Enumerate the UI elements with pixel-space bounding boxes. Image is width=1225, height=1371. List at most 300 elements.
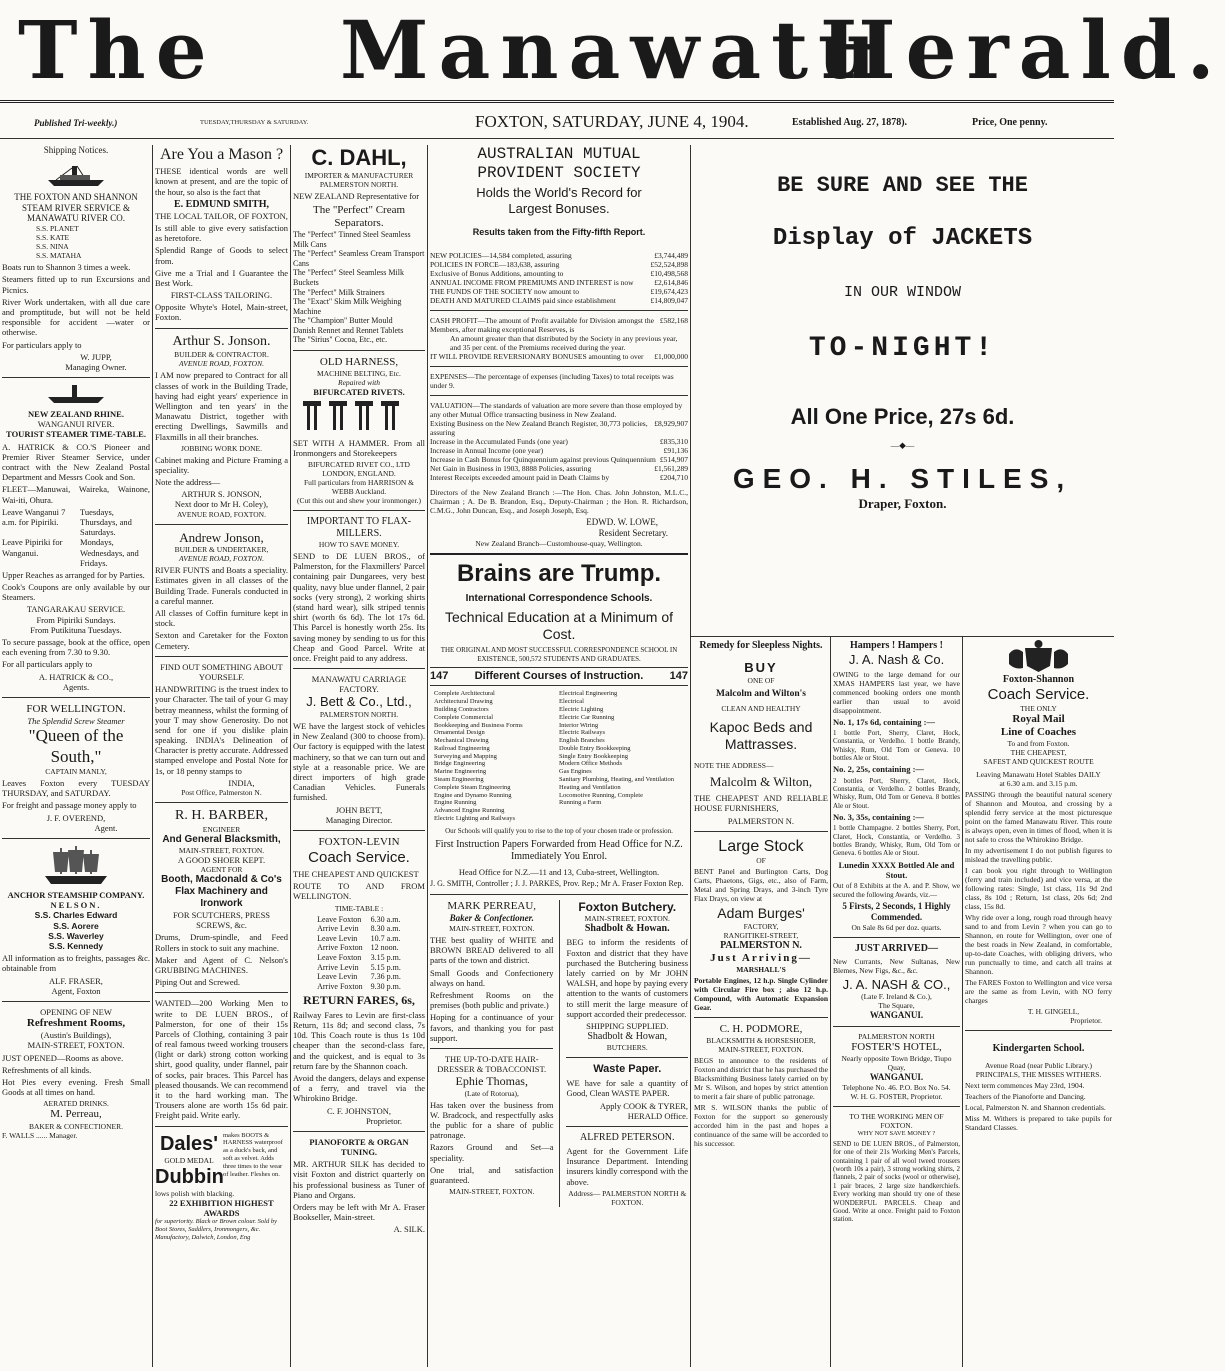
tang-signature-role: Agents. bbox=[62, 681, 90, 692]
ls-street: RANGITIKEI-STREET, bbox=[723, 930, 799, 940]
list-item: Complete Commercial bbox=[434, 713, 494, 721]
oh-sub: Repaired with bbox=[337, 378, 380, 388]
rem-product: Kapoc Beds and Mattrasses. bbox=[709, 718, 813, 752]
amp-title: AUSTRALIAN MUTUAL bbox=[477, 145, 641, 163]
col4-bottom-right bbox=[566, 900, 688, 1207]
barber-sub2: And General Blacksmith, bbox=[162, 833, 281, 845]
dahl-sub: IMPORTER & MANUFACTURER bbox=[304, 171, 414, 181]
fb-name: Shadbolt & Howan. bbox=[584, 923, 670, 935]
list-item: Electric Railways bbox=[559, 729, 606, 737]
table-row: CASH PROFIT—The amount of Profit available for Division amongst the Members, after making exceptional Reserves, is £582,168 bbox=[430, 316, 688, 335]
column-five-c bbox=[965, 640, 1112, 1134]
column-rule bbox=[427, 145, 428, 1367]
barber-para: Maker and Agent of C. Nelson's GRUBBING MACHINES. bbox=[155, 954, 288, 975]
anchor-ship: S.S. Aorere bbox=[53, 920, 99, 931]
rem-name2: Malcolm & Wilton, bbox=[709, 773, 813, 789]
dales-title2: Dubbin bbox=[155, 1165, 224, 1188]
ls-of: OF bbox=[756, 855, 766, 865]
ep-name: Ephie Thomas, bbox=[455, 1074, 528, 1089]
ajon-para: JOBBING WORK DONE. bbox=[181, 443, 262, 453]
list-item: Electric Lighting and Railways bbox=[434, 815, 516, 823]
bt-courses: Different Courses of Instruction. bbox=[474, 670, 644, 683]
ks-para: Avenue Road (near Public Library.) bbox=[984, 1061, 1093, 1071]
ep-title: THE UP-TO-DATE HAIR-DRESSER & TOBACCONIST. bbox=[437, 1053, 547, 1075]
amp-signature-role: Resident Secretary. bbox=[598, 528, 668, 539]
hp-para: OWING to the large demand for our XMAS HAMPERS last year, we have commenced booking orders one month earlier than usual to avoid disappointment. bbox=[833, 669, 960, 715]
oh-title: OLD HARNESS, bbox=[319, 356, 399, 369]
fsc-para: I can book you right through to Wellington (ferry and train included) and vice versa, at the following rates: Single, 1st class, 11s 9d 2nd class, 8s 10d ; Return, 1st class, 20s 6d; 2nd class, 15s 8d. bbox=[965, 866, 1112, 912]
bs-sub: Draper, Foxton. bbox=[858, 495, 947, 511]
barber-para: AGENT FOR bbox=[200, 865, 243, 874]
amp-expenses: EXPENSES—The percentage of expenses (including Taxes) to total receipts was under 9. bbox=[430, 372, 674, 391]
ja-name: J. A. NASH & CO., bbox=[842, 976, 951, 992]
fh-signature: W. H. G. FOSTER, Proprietor. bbox=[850, 1091, 943, 1101]
established-date: Established Aug. 27, 1878). bbox=[792, 117, 908, 128]
nz-para: Upper Reaches as arranged for by Parties. bbox=[2, 569, 145, 580]
fw-captain: CAPTAIN MANLY, bbox=[45, 767, 107, 777]
amp-directors: Directors of the New Zealand Branch :—The Hon. Chas. John Johnston, M.L.C., Chairman ; A. De B. Brandon, Esq., Deputy-Chairman ; the Hon. R. Richardson, C.M.G., John Duncan, Esq., and Joseph Joseph, Esq. bbox=[430, 488, 688, 516]
masthead-herald: Herald. bbox=[820, 3, 1225, 97]
amp-cash-note: An amount greater than that distributed by the Society in any previous year, and 35 per cent. of the Premiums received during the year. bbox=[450, 334, 678, 353]
mp-title: MARK PERREAU, bbox=[447, 900, 537, 913]
flax-para: SEND to DE LUEN BROS., of Palmerston, for the Flaxmillers' Parcel containing pair Dungarees, very best quality, navy blue under flannel, 2 pair socks (very strong), 2 working shirts (stand hard wear), silk striped tennis shirt (worth 6s 6d). The lot 17s 6d. This Parcel is honestly worth 25s. Its saving money by sending to us for this Cheap and Good Parcel. Write at once. Freight paid to any address. bbox=[293, 551, 425, 663]
hp-awards: 5 Firsts, 2 Seconds, 1 Highly Commended. bbox=[842, 901, 951, 922]
andj-addr: AVENUE ROAD, FOXTON. bbox=[179, 554, 264, 564]
ref-title: Refreshment Rooms, bbox=[26, 1017, 126, 1030]
table-row: Arrive Foxton 9.30 p.m. bbox=[317, 981, 401, 991]
column-shipping bbox=[2, 145, 150, 1140]
find-para: HANDWRITING is the truest index to your Character. The tail of your G may betray meanness, whilst the forming of your T may show Generosity. Do not send for one if you dislike plain speaking. INDIA's Delineation of Character is pretty accurate. Addressed stamped envelope and Postal Note for 1s, or 18 penny stamps to bbox=[155, 684, 288, 776]
table-row: POLICIES IN FORCE—183,638, assuring £52,524,898 bbox=[430, 260, 688, 270]
oh-sub: BIFURCATED RIVETS. bbox=[313, 387, 405, 398]
amp-valuation: VALUATION—The standards of valuation are more severe than those employed by any other Mutual Office transacting business in New Zealand. bbox=[430, 401, 683, 420]
list-item: Single Entry Bookkeeping bbox=[559, 752, 628, 760]
list-item: Complete Steam Engineering bbox=[434, 783, 511, 791]
dales-para: lows polish with blacking. bbox=[155, 1188, 235, 1198]
hp-no1-text: 1 bottle Port, Sherry, Claret, Hock, Constantia, or Verdelho. 1 bottle Brandy, Whisky, Rum, Old Tom or Geneva. 10 bottles Ale or Stout. bbox=[833, 728, 960, 762]
column-three bbox=[293, 145, 425, 1235]
list-item: Interior Wiring bbox=[559, 721, 599, 729]
amp-results: Results taken from the Fifty-fifth Report. bbox=[472, 226, 646, 237]
col4-bottom bbox=[430, 900, 688, 1207]
andj-para: All classes of Coffin furniture kept in stock. bbox=[155, 608, 288, 629]
issue-date: FOXTON, SATURDAY, JUNE 4, 1904. bbox=[475, 112, 749, 131]
rem-buy: BUY bbox=[744, 660, 778, 675]
column-two bbox=[155, 145, 288, 1241]
masthead-manawatu: Manawatu bbox=[340, 3, 887, 97]
anchor-para: All information as to freights, passages &c. obtainable from bbox=[2, 953, 150, 974]
mason-name: E. EDMUND SMITH, bbox=[173, 198, 269, 210]
list-item: Building Contractors bbox=[434, 705, 489, 713]
dateline-rule bbox=[0, 138, 1114, 139]
column-five-a bbox=[694, 640, 828, 1150]
cp-title: C. H. PODMORE, bbox=[719, 1022, 803, 1035]
column-rule bbox=[290, 145, 291, 1367]
boat-name: S.S. NINA bbox=[36, 242, 69, 252]
col4-bottom-rule bbox=[559, 900, 560, 1207]
ja-wanganui: WANGANUI. bbox=[869, 1010, 924, 1021]
ref-open: OPENING OF NEW bbox=[40, 1006, 112, 1017]
rem-para: THE CHEAPEST AND RELIABLE HOUSE FURNISHERS, bbox=[694, 793, 828, 814]
pf-signature: A. SILK. bbox=[393, 1224, 425, 1235]
ks-title: Kindergarten School. bbox=[992, 1043, 1085, 1055]
barber-title: R. H. BARBER, bbox=[175, 808, 268, 824]
ls-arriving: Just Arriving— bbox=[710, 951, 812, 964]
table-row: Net Gain in Business in 1903, 8888 Policies, assuring £1,561,289 bbox=[430, 464, 688, 474]
anchor-ship: S.S. Kennedy bbox=[48, 940, 104, 951]
list-item: Electric Lighting bbox=[559, 705, 604, 713]
oh-sub: MACHINE BELTING, Etc. bbox=[317, 369, 401, 379]
fsc-to: To and from Foxton. bbox=[1007, 739, 1070, 749]
ep-para: Has taken over the business from W. Bradcock, and respectfully asks the public for a share of public patronage. bbox=[430, 1099, 554, 1141]
dales-gold: GOLD MEDAL bbox=[164, 1155, 214, 1165]
list-item: Railroad Engineering bbox=[434, 744, 490, 752]
amp-title: PROVIDENT SOCIETY bbox=[477, 164, 641, 183]
rem-title: Remedy for Sleepless Nights. bbox=[699, 640, 823, 651]
table-row: Arrive Foxton 12 noon. bbox=[317, 943, 399, 953]
rem-clean: CLEAN AND HEALTHY bbox=[721, 703, 801, 713]
ls-factory: FACTORY, bbox=[743, 921, 779, 931]
col4-bottom-left bbox=[430, 900, 553, 1207]
barber-para: Drums, Drum-spindle, and Feed Rollers in stock to suit any machine. bbox=[155, 932, 288, 953]
mason-sub: THE LOCAL TAILOR, OF FOXTON, bbox=[155, 210, 288, 221]
fsc-para: Why ride over a long, rough road through heavy sand to and from Levin ? when you can go to Shannon, en route for Wellington, over one of the best roads in New Zealand, in comfortable, up-to-date Coaches, with obliging drivers, who run punctually to time, and catch all trains at Shannon. bbox=[965, 913, 1112, 977]
nz-para: A. HATRICK & CO.'S Pioneer and Premier River Steamer Service, under contract with the New Zealand Postal Department and Messrs Cook and Son. bbox=[2, 441, 150, 483]
ajon-para: ARTHUR S. JONSON, bbox=[181, 489, 262, 500]
boat-name: S.S. PLANET bbox=[36, 224, 79, 234]
fsc-only: THE ONLY bbox=[1020, 704, 1057, 713]
ja-title: JUST ARRIVED— bbox=[855, 942, 938, 954]
oh-para: SET WITH A HAMMER. From all Ironmongers and Storekeepers bbox=[293, 437, 425, 458]
ref-sub: (Austin's Buildings), bbox=[40, 1030, 112, 1041]
bt-list bbox=[559, 690, 684, 823]
hp-no3: No. 3, 35s, containing :— bbox=[833, 812, 924, 823]
tw-sub: WHY NOT SAVE MONEY ? bbox=[857, 1129, 936, 1137]
list-item: Advanced Engine Running bbox=[434, 807, 505, 815]
table-row: Leave Foxton 6.30 a.m. bbox=[317, 914, 401, 924]
list-item: Bridge Engineering bbox=[434, 760, 486, 768]
bs-name: GEO. H. STILES, bbox=[732, 463, 1073, 495]
table-row: Existing Business on the New Zealand Branch Register, 30,773 policies, assuring £8,929,907 bbox=[430, 419, 688, 438]
table-row: Exclusive of Bonus Additions, amounting to £10,498,568 bbox=[430, 269, 688, 279]
list-item: Double Entry Bookkeeping bbox=[559, 744, 631, 752]
ajon-para: Next door to Mr H. Coley), bbox=[174, 499, 269, 510]
royal-coat-of-arms-icon bbox=[965, 640, 1112, 674]
anchor-sub: NELSON. bbox=[50, 900, 102, 911]
ja-square: The Square, bbox=[878, 1001, 915, 1011]
bt-para: Our Schools will qualify you to rise to the top of your chosen trade or profession. bbox=[445, 826, 673, 835]
mason-para: FIRST-CLASS TAILORING. bbox=[170, 290, 273, 301]
fb-addr: MAIN-STREET, FOXTON. bbox=[584, 914, 670, 924]
pf-title: PIANOFORTE & ORGAN TUNING. bbox=[309, 1136, 409, 1158]
list-item: Gas Engines bbox=[559, 768, 592, 776]
list-item: Surveying and Mapping bbox=[434, 752, 497, 760]
bt-para: J. G. SMITH, Controller ; J. J. PARKES, Prov. Rep.; Mr A. Fraser Foxton Rep. bbox=[430, 879, 684, 889]
cp-addr: MAIN-STREET, FOXTON. bbox=[718, 1045, 804, 1055]
published-frequency: Published Tri-weekly.) bbox=[34, 118, 118, 128]
anchor-ship: S.S. Waverley bbox=[48, 930, 104, 941]
ls-name: Adam Burges' bbox=[717, 904, 805, 921]
column-rule bbox=[962, 636, 963, 1367]
table-row: Increase in Annual Income (one year) £91,136 bbox=[430, 446, 688, 456]
mcf-signature: JOHN BETT, bbox=[335, 804, 383, 815]
masthead bbox=[0, 0, 1225, 100]
bt-sub: International Correspondence Schools. bbox=[465, 592, 653, 604]
tang-para: For all particulars apply to bbox=[2, 659, 93, 670]
dahl-item: The "Perfect" Steel Seamless Milk Buckets bbox=[293, 268, 404, 287]
flc-title2: Coach Service. bbox=[308, 849, 410, 867]
bt-number: 147 bbox=[430, 670, 449, 683]
ap-title: ALFRED PETERSON. bbox=[580, 1132, 675, 1144]
table-row: THE FUNDS OF THE SOCIETY now amount to £19,674,423 bbox=[430, 287, 688, 297]
list-item: Running a Farm bbox=[559, 799, 602, 807]
mcf-signature-role: Managing Director. bbox=[325, 814, 393, 825]
fsc-para: The FARES Foxton to Wellington and vice versa are the same as from Levin, with NO ferry charges bbox=[965, 978, 1112, 1006]
dales-logo bbox=[155, 1132, 223, 1189]
oh-para: BIFURCATED RIVET CO., LTD bbox=[308, 460, 410, 470]
barber-addr: MAIN-STREET, FOXTON. bbox=[178, 845, 265, 855]
table-row: Increase in Cash Bonus for Quinquennium against previous Quinquennium £514,907 bbox=[430, 455, 688, 465]
find-signature: INDIA, bbox=[228, 777, 255, 788]
rem-addr: PALMERSTON N. bbox=[727, 815, 795, 826]
ret-para: Avoid the dangers, delays and expense of a ferry, and travel via the Whirokino Bridge. bbox=[293, 1072, 425, 1104]
dales-awards: 22 EXHIBITION HIGHEST AWARDS bbox=[169, 1197, 274, 1218]
fh-telephone: Telephone No. 46. P.O. Box No. 54. bbox=[842, 1082, 951, 1092]
fs-para: For particulars apply to bbox=[2, 339, 82, 350]
nz-title: NEW ZEALAND RHINE. bbox=[28, 409, 124, 420]
fw-para: For freight and passage money apply to bbox=[2, 800, 137, 811]
list-item: Engine Running bbox=[434, 799, 477, 807]
flc-para: THE CHEAPEST AND QUICKEST bbox=[293, 869, 419, 880]
dahl-title: C. DAHL, bbox=[311, 145, 407, 170]
table-row: Leave Levin 7.36 p.m. bbox=[317, 972, 401, 982]
dahl-para: The "Perfect" Cream Separators. bbox=[312, 203, 406, 229]
amp-branch: New Zealand Branch—Customhouse-quay, Wellington. bbox=[475, 538, 643, 548]
ajon-para: AVENUE ROAD, FOXTON. bbox=[177, 509, 266, 519]
andj-title: Andrew Jonson, bbox=[179, 529, 264, 545]
fsc-title: Foxton-Shannon bbox=[1002, 674, 1075, 685]
ret-signature-role: Proprietor. bbox=[365, 1115, 403, 1126]
hp-no1: No. 1, 17s 6d, containing :— bbox=[833, 716, 936, 727]
column-five-b bbox=[833, 640, 960, 1226]
fsc-signature-role: Proprietor. bbox=[1070, 1016, 1102, 1026]
wp-para: WE have for sale a quantity of Good, Clean WASTE PAPER. bbox=[566, 1078, 688, 1099]
hp-name: J. A. Nash & Co. bbox=[848, 652, 945, 667]
ls-addr: PALMERSTON N. bbox=[720, 939, 802, 951]
barber-para: Booth, Macdonald & Co's bbox=[161, 874, 282, 885]
dahl-items bbox=[293, 230, 425, 345]
fsc-para: In my advertisement I do not publish figures to mislead the travelling public. bbox=[965, 846, 1112, 865]
bs-divider: —◆— bbox=[890, 440, 915, 451]
table-row: NEW POLICIES—14,584 completed, assuring £3,744,489 bbox=[430, 251, 688, 261]
tang-line: From Pipiriki Sundays. bbox=[36, 614, 116, 625]
bt-para: First Instruction Papers Forwarded from Head Office for N.Z. Immediately You Enrol. bbox=[435, 839, 683, 863]
flax-title: IMPORTANT TO FLAX-MILLERS. bbox=[306, 516, 412, 540]
bs-title4: TO-NIGHT! bbox=[808, 333, 997, 365]
ks-para: PRINCIPALS, THE MISSES WITHERS. bbox=[975, 1070, 1102, 1080]
boat-name: S.S. KATE bbox=[36, 233, 70, 243]
mp-para: THE best quality of WHITE and BROWN BREAD delivered to all parts of the town and district. bbox=[430, 935, 554, 966]
dahl-item: The "Exact" Skim Milk Weighing Machine bbox=[293, 297, 402, 316]
fw-ship: "Queen of the South," bbox=[28, 726, 124, 766]
bt-para: Head Office for N.Z.—11 and 13, Cuba-street, Wellington. bbox=[458, 867, 660, 878]
fh-para: PALMERSTON NORTH bbox=[858, 1031, 935, 1041]
cp-sub: BLACKSMITH & HORSESHOER, bbox=[706, 1036, 816, 1046]
ls-para: BENT Panel and Burlington Carts, Dog Carts, Phaetons, Gigs, etc., also of Farm, Metal and Spring Drays, and 3-inch Tyre Flax Drays, on view at bbox=[694, 866, 828, 903]
fh-wanganui: WANGANUI. bbox=[869, 1072, 924, 1083]
rivets-icon bbox=[293, 397, 425, 433]
ajon-para: I AM now prepared to Contract for all classes of work in the Building Trade, having had eight years' experience in Wellington and ten years' in the Manawatu District, together with erecting Dwellings, Sawmills and Flaxmills in all their branches. bbox=[155, 370, 288, 442]
ajon-para: Note the address— bbox=[155, 477, 221, 488]
tang-title: TANGARAKAU SERVICE. bbox=[26, 604, 126, 615]
price: Price, One penny. bbox=[972, 117, 1048, 128]
fsc-title2: Coach Service. bbox=[987, 686, 1090, 703]
ret-title: RETURN FARES, 6s, bbox=[303, 993, 415, 1008]
ref-manager: F. WALLS ...... Manager. bbox=[2, 1130, 78, 1140]
nz-sub: WANGANUI RIVER. bbox=[37, 419, 115, 430]
bs-price: All One Price, 27s 6d. bbox=[790, 403, 1015, 429]
mcf-para: WE have the largest stock of vehicles in New Zealand (300 to choose from). Our factory is equipped with the latest machinery, so that we can turn out and style at a reasonable price. We are direct importers of high grade Canadian Vehicles. Funerals furnished. bbox=[293, 721, 425, 803]
ajon-sub: BUILDER & CONTRACTOR. bbox=[174, 350, 269, 360]
table-row: ANNUAL INCOME FROM PREMIUMS AND INTEREST is now £2,614,846 bbox=[430, 278, 688, 288]
column-rule bbox=[830, 636, 831, 1367]
bt-course-lists bbox=[430, 690, 688, 823]
ep-addr: MAIN-STREET, FOXTON. bbox=[449, 1187, 535, 1197]
ajon-para: Cabinet making and Picture Framing a speciality. bbox=[155, 454, 288, 475]
fs-para: Boats run to Shannon 3 times a week. bbox=[2, 262, 131, 273]
fs-title: THE FOXTON AND SHANNON STEAM RIVER SERVICE & MANAWATU RIVER CO. bbox=[14, 191, 138, 224]
fb-sub2: BUTCHERS. bbox=[606, 1043, 648, 1053]
bs-title3: IN OUR WINDOW bbox=[843, 284, 962, 302]
bt-title: Brains are Trump. bbox=[456, 559, 662, 587]
ks-para: Next term commences May 23rd, 1904. bbox=[965, 1081, 1085, 1091]
bt-sub2: Technical Education at a Minimum of Cost. bbox=[445, 608, 673, 642]
steamship-icon bbox=[46, 383, 106, 405]
mason-para: Splendid Range of Goods to select from. bbox=[155, 245, 288, 266]
sailing-ship-icon bbox=[41, 844, 111, 886]
wp-title: Waste Paper. bbox=[593, 1063, 662, 1076]
anchor-signature: ALF. FRASER, bbox=[49, 975, 103, 986]
fb-name2: Shadbolt & Howan, bbox=[587, 1031, 668, 1043]
table-row: Leave Foxton 3.15 p.m. bbox=[317, 953, 401, 963]
dales-para: for superiority. Black or Brown colour. Sold by Boot Stores, Saddlers, Ironmongers, &c. Manufactory, Dalwich, London, Eng bbox=[155, 1217, 277, 1241]
fw-title: FOR WELLINGTON. bbox=[26, 702, 126, 715]
amp-signature: EDWD. W. LOWE, bbox=[586, 517, 658, 528]
flc-timetable: TIME-TABLE : bbox=[334, 903, 384, 913]
fsc-cheapest: THE CHEAPEST, bbox=[1010, 748, 1067, 758]
list-item: Sanitary Plumbing, Heating, and Ventilation bbox=[559, 776, 675, 784]
mason-title: Are You a Mason ? bbox=[159, 146, 284, 163]
wanted-para: WANTED—200 Working Men to write to DE LUEN BROS., of Palmerston, for one of their 15s Parcels of Clothing, containing 3 pair of real famous tweed working trousers (light or dark) strong cotton working shirt, good quality, under flannel, pair of socks, pair braces. This Parcel has pleased thousands. We can recommend it to the hard working man. The Trousers alone are worth 15s 6d pair. Freight paid. Write early. bbox=[155, 998, 288, 1121]
ajon-addr: AVENUE ROAD, FOXTON. bbox=[179, 359, 264, 369]
hp-para: On Sale 8s 6d per doz. quarts. bbox=[851, 922, 942, 932]
ajon-title: Arthur S. Jonson. bbox=[172, 333, 271, 349]
anchor-ship: S.S. Charles Edward bbox=[34, 910, 118, 921]
fsc-royal-mail: Royal Mail bbox=[1012, 713, 1065, 725]
find-signature-role: Post Office, Palmerston N. bbox=[181, 788, 262, 798]
fb-para: SHIPPING SUPPLIED. bbox=[586, 1020, 669, 1031]
anchor-title: ANCHOR STEAMSHIP COMPANY. bbox=[7, 890, 145, 901]
fw-signature: J. F. OVEREND, bbox=[46, 812, 106, 823]
publication-days: TUESDAY,THURSDAY & SATURDAY. bbox=[200, 119, 309, 126]
ja-sub: (Late F. Ireland & Co.), bbox=[861, 992, 932, 1002]
list-item: Complete Architectural bbox=[434, 690, 495, 698]
dales-side: makes BOOTS & HARNESS waterproof as a duck's back, and soft as velvet. Adds three times to the wear of leather. Fleshes on. bbox=[223, 1131, 283, 1178]
list-item: Architectural Drawing bbox=[434, 698, 493, 706]
column-four bbox=[430, 145, 688, 1207]
mp-para: Hoping for a continuance of your favors, and thanking you for past support. bbox=[430, 1012, 554, 1043]
mp-addr: MAIN-STREET, FOXTON. bbox=[449, 924, 535, 934]
fs-signature: W. JUPP, bbox=[80, 351, 112, 362]
ep-para: One trial, and satisfaction guaranteed. bbox=[430, 1164, 554, 1185]
table-row: Arrive Levin 5.15 p.m. bbox=[317, 962, 401, 972]
mp-sub: Baker & Confectioner. bbox=[449, 913, 534, 924]
nz-leave-row: Leave Wanganui 7 a.m. for Pipiriki. Tuesdays, Thursdays, and Saturdays. bbox=[2, 506, 132, 538]
flc-table bbox=[313, 915, 405, 992]
dales-title: Dales' bbox=[159, 1132, 219, 1155]
table-row: Interest Receipts exceeded amount paid in Death Claims by £204,710 bbox=[430, 473, 688, 483]
wp-para: Apply COOK & TYRER, HERALD Office. bbox=[599, 1100, 688, 1121]
ref-signature: M. Perreau, bbox=[50, 1108, 102, 1121]
pf-para: Orders may be left with Mr A. Fraser Bookseller, Main-street. bbox=[293, 1202, 425, 1223]
shipping-header: Shipping Notices. bbox=[43, 145, 109, 155]
table-row: Leave Levin 10.7 a.m. bbox=[317, 933, 401, 943]
nz-leave-row: Leave Pipiriki for Wanganui. Mondays, Wednesdays, and Fridays. bbox=[2, 537, 139, 568]
cp-para: BEGS to announce to the residents of Foxton and district that he has purchased the Blacksmithing Business lately carried on by Mr S. Wilson, and hopes by strict attention to merit a fair share of public patronage. bbox=[694, 1056, 828, 1102]
bt-number: 147 bbox=[669, 670, 688, 683]
tang-signature: A. HATRICK & CO., bbox=[38, 671, 114, 682]
flc-para: ROUTE TO AND FROM WELLINGTON. bbox=[293, 881, 425, 902]
ref-para: JUST OPENED—Rooms as above. bbox=[2, 1052, 124, 1063]
mp-para: Refreshment Rooms on the premises (both public and private.) bbox=[430, 989, 554, 1011]
fw-para: Leaves Foxton every TUESDAY THURSDAY, and SATURDAY. bbox=[2, 778, 150, 799]
list-item: English Branches bbox=[559, 737, 605, 745]
amp-figures bbox=[430, 251, 688, 548]
ret-signature: C. F. JOHNSTON, bbox=[326, 1105, 392, 1116]
list-item: Marine Engineering bbox=[434, 768, 487, 776]
dahl-item: The "Perfect" Milk Strainers bbox=[293, 287, 385, 297]
ref-para: Refreshments of all kinds. bbox=[2, 1064, 92, 1075]
anchor-signature-role: Agent, Foxton bbox=[51, 985, 101, 996]
ks-para: Miss M. Withers is prepared to take pupils for Standard Classes. bbox=[965, 1114, 1112, 1133]
rem-name: Malcolm and Wilton's bbox=[716, 688, 806, 699]
ret-para: Railway Fares to Levin are first-class Return, 11s 8d; and second class, 7s 10d. This Coach route is thus 1s 10d cheaper than the second-class fare, and the quickest, and is equal to 3s return fare by the Shannon coach. bbox=[293, 1009, 425, 1071]
list-item: Mechanical Drawing bbox=[434, 737, 489, 745]
hp-para: Out of 8 Exhibits at the A. and P. Show, we secured the following Awards, viz.— bbox=[833, 882, 960, 899]
mason-para: Is still able to give every satisfaction as heretofore. bbox=[155, 222, 288, 244]
fh-para: Nearly opposite Town Bridge, Tiupo Quay, bbox=[841, 1054, 952, 1073]
hp-no2-text: 2 bottles Port, Sherry, Claret, Hock, Constantia, or Verdelho. 2 bottles Brandy, Whisky, Rum, Old Tom or Geneva. 8 bottles Ale or Stout. bbox=[833, 776, 960, 810]
dahl-para: NEW ZEALAND Representative for bbox=[293, 191, 420, 202]
andj-para: Sexton and Caretaker for the Foxton Cemetery. bbox=[155, 630, 288, 651]
column-rule bbox=[690, 145, 691, 1367]
fs-para: Steamers fitted up to run Excursions and Picnics. bbox=[2, 274, 150, 295]
ja-para: New Currants, New Sultanas, New Blemes, New Figs, &c., &c. bbox=[833, 956, 960, 975]
fs-para: River Work undertaken, with all due care and promptitude, but will not be held responsible for accident —water or otherwise. bbox=[2, 296, 150, 338]
nz-fleet: FLEET—Manuwai, Waireka, Wainone, Wai-iti, Ohura. bbox=[2, 484, 150, 505]
mcf-addr: PALMERSTON NORTH. bbox=[319, 710, 399, 720]
fw-signature-role: Agent. bbox=[94, 822, 118, 833]
list-item: Electrical Engineering bbox=[559, 690, 618, 698]
table-row: Increase in the Accumulated Funds (one year) £835,310 bbox=[430, 437, 688, 447]
amp-title: Holds the World's Record for bbox=[476, 185, 642, 201]
oh-para: Full particulars from HARRISON & WEBB Auckland. bbox=[304, 478, 414, 497]
fw-sub: The Splendid Screw Steamer bbox=[27, 716, 125, 727]
hp-no2: No. 2, 25s, containing :— bbox=[833, 764, 924, 775]
ep-para: Razors Ground and Set—a speciality. bbox=[430, 1142, 554, 1163]
bt-list bbox=[434, 690, 559, 823]
list-item: Ornamental Design bbox=[434, 729, 485, 737]
